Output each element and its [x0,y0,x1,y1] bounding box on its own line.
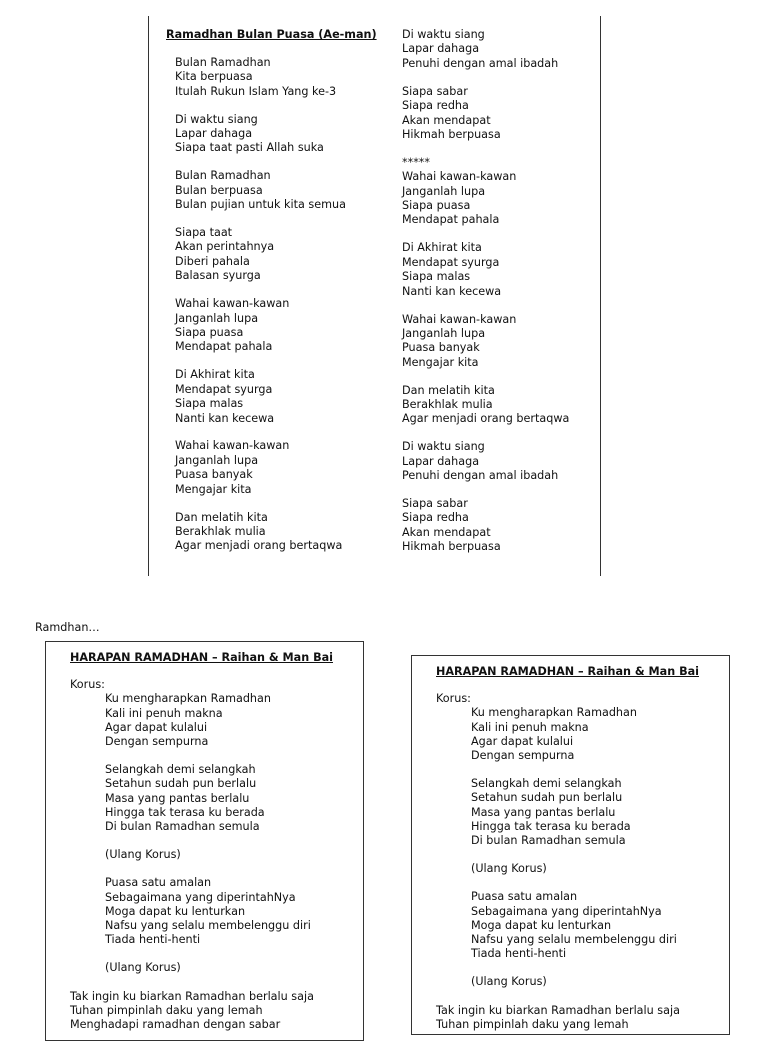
lyric-line: Lapar dahaga [402,42,480,56]
lyric-line: Kali ini penuh makna [471,720,589,734]
lyric-line: ***** [402,155,430,169]
song2-title: HARAPAN RAMADHAN – Raihan & Man Bai [70,651,333,664]
song2-title: HARAPAN RAMADHAN – Raihan & Man Bai [436,665,699,678]
lyric-line: Janganlah lupa [175,311,259,325]
lyric-line: Di waktu siang [402,440,485,454]
lyric-line: Bulan Ramadhan [175,55,271,69]
stanza [175,297,377,355]
lyric-line: Agar dapat kulalui [105,720,208,734]
lyric-line: Hikmah berpuasa [402,540,501,554]
lyric-line: Mendapat syurga [175,382,273,396]
song1-right-column [402,28,569,568]
lyric-line: Hikmah berpuasa [402,127,501,141]
lyric-line: Puasa satu amalan [105,876,212,890]
stanza [402,313,569,371]
stanza [402,156,569,228]
lyric-line: Dengan sempurna [471,749,575,763]
stanza [402,85,569,143]
lyric-line: Akan mendapat [402,525,491,539]
lyric-line: Tuhan pimpinlah daku yang lemah [436,1017,629,1031]
lyric-line: Siapa redha [402,511,469,525]
lyric-line: Nafsu yang selalu membelenggu diri [105,919,311,933]
lyric-line: Berakhlak mulia [175,524,266,538]
lyric-line: Masa yang pantas berlalu [471,805,616,819]
lyric-line: Siapa redha [402,99,469,113]
lyric-line: Selangkah demi selangkah [471,777,622,791]
lyric-line: Kita berpuasa [175,70,253,84]
korus-label: Korus: [436,692,471,706]
lyric-line: Moga dapat ku lenturkan [471,918,612,932]
lyric-line: Akan mendapat [402,113,491,127]
song1-left-column [166,28,377,567]
ulang-korus: (Ulang Korus) [471,975,547,989]
lyric-line: Di Akhirat kita [402,241,482,255]
lyric-line: Berakhlak mulia [402,398,493,412]
lyric-line: Puasa banyak [402,341,480,355]
lyric-line: Bulan pujian untuk kita semua [175,198,346,212]
ulang-korus: (Ulang Korus) [105,961,181,975]
lyric-line: Kali ini penuh makna [105,706,223,720]
lyric-line: Wahai kawan-kawan [175,439,290,453]
lyric-line: Tiada henti-henti [105,933,201,947]
lyric-line: Bulan Ramadhan [175,169,271,183]
lyric-line: Siapa taat [175,226,233,240]
section-label: Ramdhan… [35,621,100,634]
lyrics-box-left [45,641,364,1041]
lyric-line: Janganlah lupa [402,326,486,340]
stanza [402,440,569,483]
lyric-line: Wahai kawan-kawan [175,297,290,311]
lyric-line: Tuhan pimpinlah daku yang lemah [70,1003,263,1017]
stanza [175,169,377,212]
lyric-line: Sebagaimana yang diperintahNya [471,904,662,918]
lyric-line: Penuhi dengan amal ibadah [402,469,559,483]
lyric-line: Sebagaimana yang diperintahNya [105,890,296,904]
stanza [175,56,377,99]
lyric-line: Moga dapat ku lenturkan [105,904,246,918]
lyric-line: Lapar dahaga [175,127,253,141]
lyric-line: Dan melatih kita [402,383,495,397]
lyric-line: Di Akhirat kita [175,368,255,382]
stanza [175,439,377,497]
lyric-line: Hingga tak terasa ku berada [105,805,265,819]
ulang-korus: (Ulang Korus) [105,848,181,862]
lyric-line: Mengajar kita [402,355,479,369]
lyric-line: Puasa banyak [175,468,253,482]
lyric-line: Siapa sabar [402,84,468,98]
lyric-line: Menghadapi ramadhan dengan sabar [70,1018,281,1032]
stanza [402,28,569,71]
lyric-line: Mendapat pahala [175,340,273,354]
left-divider-line [148,16,149,576]
lyric-line: Siapa malas [175,397,244,411]
lyric-line: Bulan berpuasa [175,183,263,197]
ulang-korus: (Ulang Korus) [471,862,547,876]
lyric-line: Nanti kan kecewa [175,411,275,425]
lyric-line: Hingga tak terasa ku berada [471,819,631,833]
lyric-line: Setahun sudah pun berlalu [105,777,257,791]
lyric-line: Siapa malas [402,270,471,284]
lyric-line: Itulah Rukun Islam Yang ke-3 [175,84,337,98]
lyric-line: Tak ingin ku biarkan Ramadhan berlalu saja [436,1003,680,1017]
lyric-line: Tak ingin ku biarkan Ramadhan berlalu saja [70,989,314,1003]
stanza [175,368,377,426]
lyric-line: Puasa satu amalan [471,890,578,904]
lyric-line: Siapa puasa [402,199,471,213]
lyric-line: Selangkah demi selangkah [105,763,256,777]
lyric-line: Di bulan Ramadhan semula [105,820,260,834]
lyric-line: Ku mengharapkan Ramadhan [471,706,637,720]
lyric-line: Nanti kan kecewa [402,284,502,298]
lyric-line: Siapa taat pasti Allah suka [175,141,324,155]
lyric-line: Mendapat pahala [402,213,500,227]
lyric-line: Agar menjadi orang bertaqwa [175,539,343,553]
stanza [402,497,569,555]
lyric-line: Agar dapat kulalui [471,734,574,748]
lyric-line: Balasan syurga [175,269,261,283]
korus-label: Korus: [70,678,105,692]
stanza [175,226,377,284]
lyric-line: Janganlah lupa [402,184,486,198]
lyric-line: Mengajar kita [175,482,252,496]
lyric-line: Nafsu yang selalu membelenggu diri [471,933,677,947]
lyric-line: Agar menjadi orang bertaqwa [402,412,570,426]
stanza [175,113,377,156]
right-divider-line [600,16,601,576]
lyric-line: Diberi pahala [175,254,250,268]
lyric-line: Penuhi dengan amal ibadah [402,56,559,70]
lyric-line: Dengan sempurna [105,735,209,749]
lyric-line: Di bulan Ramadhan semula [471,834,626,848]
lyric-line: Masa yang pantas berlalu [105,791,250,805]
lyric-line: Di waktu siang [175,112,258,126]
lyric-line: Lapar dahaga [402,454,480,468]
lyric-line: Janganlah lupa [175,453,259,467]
lyric-line: Tiada henti-henti [471,947,567,961]
lyric-line: Wahai kawan-kawan [402,312,517,326]
lyric-line: Ku mengharapkan Ramadhan [105,692,271,706]
lyric-line: Siapa sabar [402,497,468,511]
lyrics-box-right [411,655,730,1035]
lyric-line: Akan perintahnya [175,240,275,254]
lyric-line: Wahai kawan-kawan [402,170,517,184]
stanza [175,511,377,554]
lyric-line: Dan melatih kita [175,510,268,524]
stanza [402,241,569,299]
lyric-line: Setahun sudah pun berlalu [471,791,623,805]
lyric-line: Siapa puasa [175,326,244,339]
stanza [402,384,569,427]
lyric-line: Di waktu siang [402,28,485,41]
lyric-line: Mendapat syurga [402,255,500,269]
song1-title: Ramadhan Bulan Puasa (Ae-man) [166,28,377,41]
